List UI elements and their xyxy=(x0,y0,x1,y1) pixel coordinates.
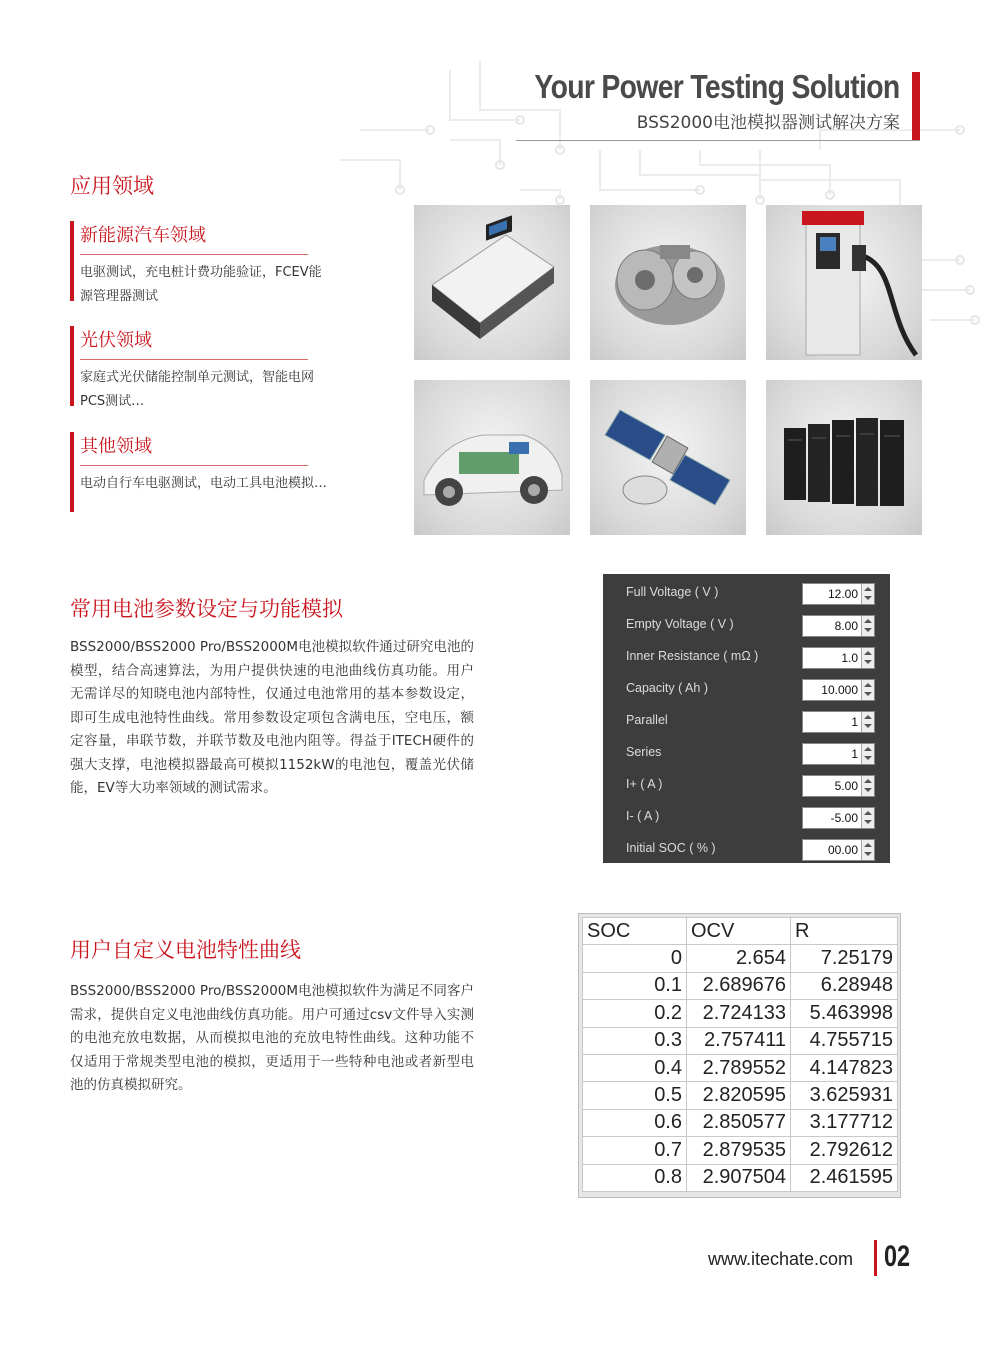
table-cell: 0.8 xyxy=(583,1164,687,1191)
custom-curve-heading: 用户自定义电池特性曲线 xyxy=(70,938,301,962)
application-description: 电动自行车电驱测试，电动工具电池模拟… xyxy=(80,476,328,491)
page-number: 02 xyxy=(884,1240,911,1273)
param-value: 1 xyxy=(851,747,858,761)
table-cell: 2.689676 xyxy=(687,972,791,999)
item-accent-bar xyxy=(70,221,74,301)
param-spinbox[interactable] xyxy=(802,583,875,605)
param-label: Capacity ( Ah ) xyxy=(626,681,708,695)
param-row xyxy=(603,832,890,864)
table-cell: 2.792612 xyxy=(791,1137,898,1164)
application-name: 新能源汽车领域 xyxy=(80,225,206,246)
param-value: 8.00 xyxy=(834,619,858,633)
table-cell: 2.724133 xyxy=(687,1000,791,1027)
spin-arrows-icon[interactable] xyxy=(861,776,874,796)
param-spinbox[interactable] xyxy=(802,807,875,829)
param-row xyxy=(603,768,890,800)
table-cell: 0.5 xyxy=(583,1082,687,1109)
application-item-ev xyxy=(70,221,330,304)
item-accent-bar xyxy=(70,326,74,406)
table-cell: 4.147823 xyxy=(791,1054,898,1081)
spin-arrows-icon[interactable] xyxy=(861,584,874,604)
table-row xyxy=(583,1164,898,1191)
table-row xyxy=(583,1000,898,1027)
spin-arrows-icon[interactable] xyxy=(861,744,874,764)
application-description: 电驱测试，充电桩计费功能验证，FCEV能源管理器测试 xyxy=(80,265,322,304)
param-row xyxy=(603,704,890,736)
table-cell: 4.755715 xyxy=(791,1027,898,1054)
column-header: R xyxy=(791,918,898,945)
param-label: Series xyxy=(626,745,662,759)
header-underline xyxy=(516,140,920,141)
inverter-device-image xyxy=(414,205,570,360)
item-accent-bar xyxy=(70,432,74,512)
application-item-pv xyxy=(70,326,330,409)
param-value: 5.00 xyxy=(834,779,858,793)
custom-curve-paragraph: BSS2000/BSS2000 Pro/BSS2000M电池模拟软件为满足不同客户需求，提供自定义电池曲线仿真功能。用户可通过csv文件导入实测的电池充放电数据，从而模拟电池的充放电特性曲线。这种功能不仅适用于常规类型电池的模拟，更适用于一些特种电池或者新型电池的仿真模拟研究。 xyxy=(70,983,474,1093)
param-value: 10.000 xyxy=(821,683,858,697)
param-row xyxy=(603,640,890,672)
applications-heading: 应用领域 xyxy=(70,174,154,198)
charging-pile-image xyxy=(766,205,922,360)
param-value: 00.00 xyxy=(827,843,858,857)
application-name: 光伏领域 xyxy=(80,330,152,351)
table-cell: 2.654 xyxy=(687,945,791,972)
param-row xyxy=(603,608,890,640)
column-header: OCV xyxy=(687,918,791,945)
table-header-row xyxy=(583,918,898,945)
table-cell: 2.789552 xyxy=(687,1054,791,1081)
param-value: 12.00 xyxy=(827,587,858,601)
table-row xyxy=(583,945,898,972)
spin-arrows-icon[interactable] xyxy=(861,616,874,636)
spin-arrows-icon[interactable] xyxy=(861,840,874,860)
param-spinbox[interactable] xyxy=(802,647,875,669)
divider xyxy=(80,465,308,466)
param-spinbox[interactable] xyxy=(802,679,875,701)
table-cell: 0.2 xyxy=(583,1000,687,1027)
param-row xyxy=(603,736,890,768)
table-row xyxy=(583,1054,898,1081)
param-label: Inner Resistance ( mΩ ) xyxy=(626,649,759,663)
spin-arrows-icon[interactable] xyxy=(861,808,874,828)
brochure-title: Your Power Testing Solution xyxy=(534,68,900,105)
param-row xyxy=(603,800,890,832)
spin-arrows-icon[interactable] xyxy=(861,648,874,668)
motor-drivetrain-image xyxy=(590,205,746,360)
table-cell: 0.6 xyxy=(583,1109,687,1136)
divider xyxy=(80,359,308,360)
ocv-table-frame xyxy=(578,913,901,1198)
param-spinbox[interactable] xyxy=(802,775,875,797)
param-label: Initial SOC ( % ) xyxy=(626,841,716,855)
table-cell: 6.28948 xyxy=(791,972,898,999)
table-row xyxy=(583,1109,898,1136)
param-value: 1 xyxy=(851,715,858,729)
table-cell: 5.463998 xyxy=(791,1000,898,1027)
satellite-image xyxy=(590,380,746,535)
application-description: 家庭式光伏储能控制单元测试，智能电网PCS测试… xyxy=(80,370,315,409)
param-spinbox[interactable] xyxy=(802,711,875,733)
table-row xyxy=(583,1137,898,1164)
table-cell: 2.850577 xyxy=(687,1109,791,1136)
table-cell: 2.879535 xyxy=(687,1137,791,1164)
spin-arrows-icon[interactable] xyxy=(861,712,874,732)
table-cell: 3.625931 xyxy=(791,1082,898,1109)
param-value: -5.00 xyxy=(830,811,858,825)
spin-arrows-icon[interactable] xyxy=(861,680,874,700)
table-cell: 2.757411 xyxy=(687,1027,791,1054)
divider xyxy=(80,254,308,255)
param-label: Parallel xyxy=(626,713,668,727)
application-name: 其他领域 xyxy=(80,436,152,457)
param-row xyxy=(603,576,890,608)
application-item-other xyxy=(70,432,330,512)
param-spinbox[interactable] xyxy=(802,615,875,637)
param-row xyxy=(603,672,890,704)
table-cell: 7.25179 xyxy=(791,945,898,972)
battery-params-heading: 常用电池参数设定与功能模拟 xyxy=(70,597,343,621)
header-accent-bar xyxy=(912,72,920,140)
column-header: SOC xyxy=(583,918,687,945)
table-row xyxy=(583,1027,898,1054)
param-label: I+ ( A ) xyxy=(626,777,663,791)
param-label: I- ( A ) xyxy=(626,809,660,823)
table-row xyxy=(583,1082,898,1109)
ocv-table xyxy=(582,917,898,1192)
table-row xyxy=(583,972,898,999)
param-spinbox[interactable] xyxy=(802,839,875,861)
table-cell: 0.4 xyxy=(583,1054,687,1081)
table-cell: 2.907504 xyxy=(687,1164,791,1191)
param-value: 1.0 xyxy=(841,651,858,665)
table-cell: 2.461595 xyxy=(791,1164,898,1191)
table-cell: 0.1 xyxy=(583,972,687,999)
table-cell: 3.177712 xyxy=(791,1109,898,1136)
website-url[interactable]: www.itechate.com xyxy=(708,1249,854,1269)
param-spinbox[interactable] xyxy=(802,743,875,765)
page-number-accent xyxy=(874,1240,877,1276)
table-cell: 2.820595 xyxy=(687,1082,791,1109)
electric-car-image xyxy=(414,380,570,535)
param-label: Full Voltage ( V ) xyxy=(626,585,719,599)
brochure-subtitle: BSS2000电池模拟器测试解决方案 xyxy=(636,113,900,133)
server-racks-image xyxy=(766,380,922,535)
table-cell: 0.3 xyxy=(583,1027,687,1054)
battery-params-paragraph: BSS2000/BSS2000 Pro/BSS2000M电池模拟软件通过研究电池的模型，结合高速算法，为用户提供快速的电池曲线仿真功能。用户无需详尽的知晓电池内部特性，仅通过电池常用的基本参数设定，即可生成电池特性曲线。常用参数设定项包含满电压，空电压，额定容量，串联节数，并联节数及电池内阻等。得益于ITECH硬件的强大支撑，电池模拟器最高可模拟1152kW的电池包，覆盖光伏储能，EV等大功率领域的测试需求。 xyxy=(70,639,474,796)
battery-parameter-panel xyxy=(603,574,890,863)
table-cell: 0 xyxy=(583,945,687,972)
table-cell: 0.7 xyxy=(583,1137,687,1164)
param-label: Empty Voltage ( V ) xyxy=(626,617,734,631)
